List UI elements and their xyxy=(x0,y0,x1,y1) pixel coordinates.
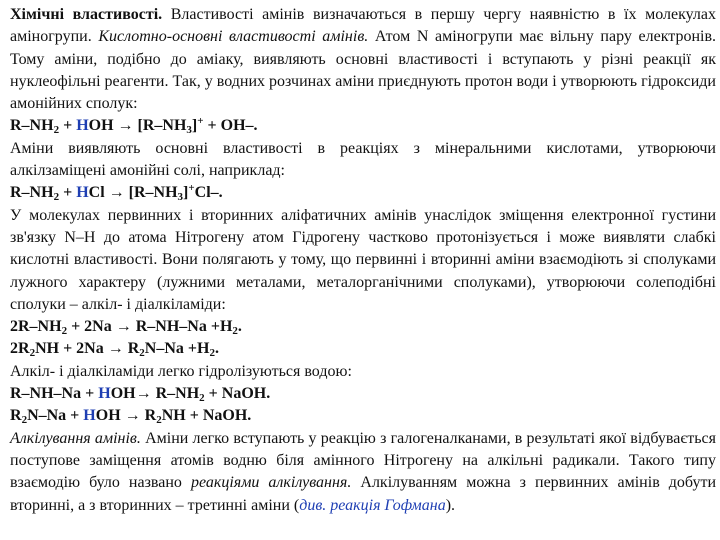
equation-5: $R-NH-Na + HOH\to R-NH_2$ + NaOH. xyxy=(10,385,271,405)
subheading-alkylation: Алкілування амінів. xyxy=(10,429,141,447)
equation-4: $2R_2NH + 2Na \to R_2N-Na +H_2$. xyxy=(10,340,219,360)
section-heading: Хімічні властивості. xyxy=(10,6,163,23)
paragraph-mineral-acids: Аміни виявляють основні властивості в реакціях з мінеральними кислотами, утворюючи алкілзаміщені амонійні солі, наприклад: xyxy=(10,139,716,180)
equation-2: $R-NH_2$ + HCl → $[R-NH_3]^+Cl-$. xyxy=(10,182,223,204)
equation-3: $2R-NH_2 + 2Na \to R-NH-Na +H_2$. xyxy=(10,318,242,338)
paragraph-acidic-properties: У молекулах первинних і вторинних аліфатичних амінів унаслідок зміщення електронної густини зв'язку N–H до атома Нітрогену атом Гідрогену частково протонізується і може виявляти слабкі кислотні властивості. Вони полягають у тому, що первинні і вторинні аміни взаємодіють зі сполуками лужного характеру (лужними металами, металорганічними сполуками), утворюючи солеподібні сполуки – алкіл- і діалкіламіди: xyxy=(10,206,716,313)
paragraph-hydrolysis: Алкіл- і діалкіламіди легко гідролізуються водою: xyxy=(10,362,352,380)
equation-1: $R-NH_2$ + HOH → $[R-NH_3]^+ + OH-$. xyxy=(10,115,258,137)
paragraph-chemical-properties: Хімічні властивості. Властивості амінів визначаються в першу чергу наявністю в їх молекулах аміногрупи. Кислотно-основні властивості амінів. Атом N аміногрупи має вільну пару електронів. Тому аміни, подібно до аміаку, виявляють основні властивості і вступають у різні реакції як нуклеофільні реагенти. Так, у водних розчинах аміни приєднують протон води і утворюють гідроксиди амонійних сполук: xyxy=(10,6,717,113)
equation-6: $R_2N-Na$ + HOH → $R_2NH$ + NaOH. xyxy=(10,407,252,427)
subheading-acid-base: Кислотно-основні властивості амінів. xyxy=(98,28,369,46)
hofmann-reaction-link[interactable]: див. реакція Гофмана xyxy=(299,496,446,514)
paragraph-alkylation: Алкілування амінів. Аміни легко вступають у реакцію з галогеналканами, в результаті якої відбувається поступове заміщення атомів водню біля амінного Нітрогену на алкільні радикали. Такого типу взаємодію було названо реакціями алкілування. Алкілуванням можна з первинних амінів добути вторинні, а з вторинних – третинні аміни (див. реакція Гофмана). xyxy=(10,429,717,514)
